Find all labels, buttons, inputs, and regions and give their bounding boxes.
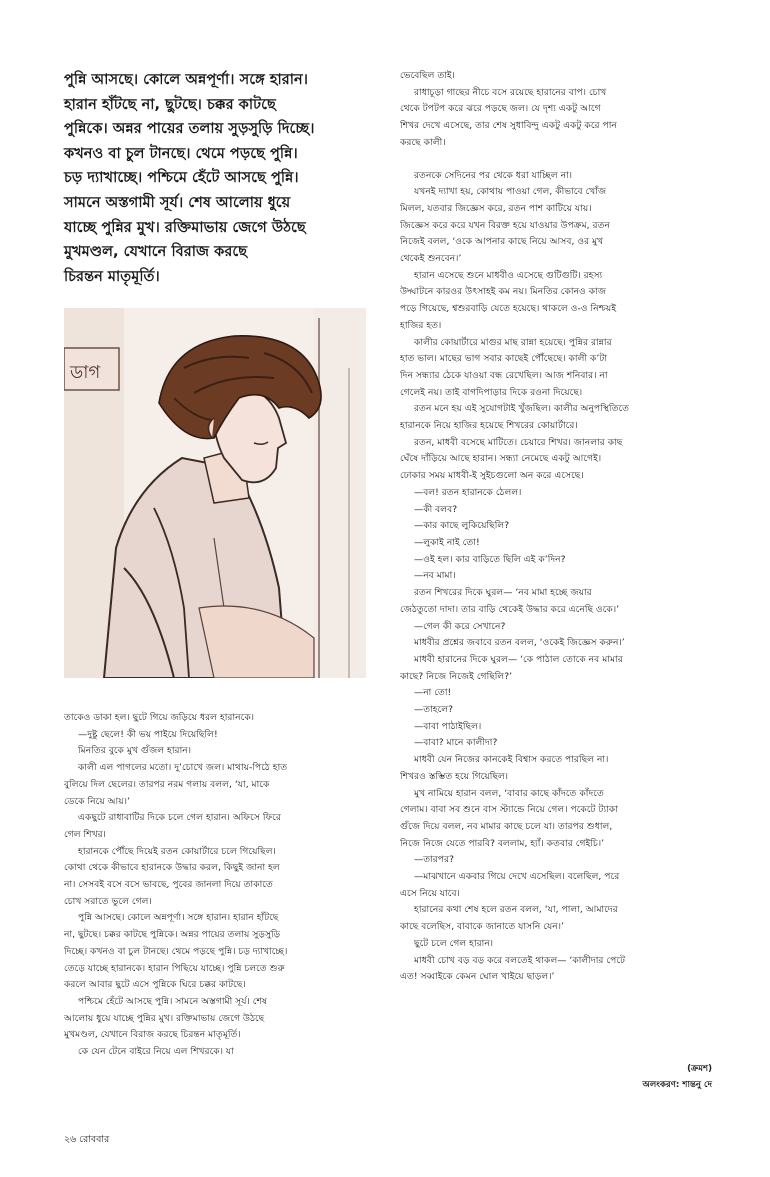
text-line: মিনতির বুকে মুখ গুঁজল হারান। [78, 745, 192, 757]
lead-line: পুন্নি আসছে। কোলে অন্নপূর্ণা। সঙ্গে হারান। [64, 71, 308, 88]
right-column-text [400, 68, 712, 986]
text-line: মুখ নামিয়ে হারান বলল, ‘বাবার কাছে কাঁদতে কাঁদতে [414, 787, 604, 799]
text-line: কে যেন টেনে বাইরে নিয়ে এল শিখরকে। যা [78, 1046, 234, 1058]
text-line: হাত ভাল। মাছের ভাগ সবার কাছেই পৌঁছেছে। কালী ক’টা [400, 353, 608, 365]
text-line: এসে নিয়ে যাবে। [400, 887, 460, 899]
text-line: জেঠতুতো দাদা। তার বাড়ি থেকেই উদ্ধার করে এনেছি ওকে।’ [400, 603, 620, 615]
text-line: এত! সব্বাইকে কেমন ঘোল খাইয়ে ছাড়ল।’ [400, 971, 555, 983]
text-line: ছুটে চলে গেল হারান। [414, 937, 494, 949]
text-line: মাধবীর প্রশ্নের জবাবে রতন বলল, ‘ওকেই জিজ্ঞেস করুন।’ [414, 637, 625, 649]
text-line: মাধবী যেন নিজের কানকেই বিশ্বাস করতে পারছিল না। [414, 754, 609, 766]
text-line: —বাবা পাঠাইছিল। [414, 720, 482, 732]
text-line: রতন মনে হয় এই সুযোগটাই খুঁজছিল। কালীর অনুপস্থিতিতে [414, 403, 630, 415]
text-line: জিজ্ঞেস করে করে যখন বিরক্ত হয়ে যাওয়ার উপক্রম, রতন [400, 219, 610, 231]
text-line: —গেল কী করে সেখানে? [414, 620, 506, 632]
text-line: —নব মামা। [414, 570, 456, 582]
text-line: তেড়ে যাচ্ছে হারানকে। হারান পিছিয়ে যাচ্ছে। পুন্নি চলতে শুরু [64, 962, 285, 974]
text-line: শিখর দেখে এসেছে, তার শেষ সুধাবিন্দু একটু একটু করে পান [400, 120, 617, 132]
text-line: —বল! রতন হারানকে ঠেলল। [414, 486, 522, 498]
text-line: কালীর কোয়ার্টারে মাগুর মাছ রান্না হয়েছে। পুন্নির রান্নার [414, 336, 612, 348]
text-line: —লুকাই নাই তো! [414, 536, 480, 548]
text-line: রতন শিখরের দিকে ঘুরল— ‘নব মামা হচ্ছে জয়ার [414, 587, 592, 599]
text-line: মাধবী চোখ বড় বড় করে বলতেই থাকল— ‘কালীদার পেটে [414, 954, 626, 966]
text-line: —ওই হল। কার বাড়িতে ছিলি এই ক’দিন? [414, 553, 566, 565]
text-line: ডেকে নিয়ে আয়।’ [64, 795, 131, 807]
text-line: মিলল, যতবার জিজ্ঞেস করে, রতন পাশ কাটিয়ে যায়। [400, 202, 592, 214]
illustration-credit: অলংকরণ: শান্তনু দে [642, 1080, 712, 1090]
text-line: চোখ সরাতে ভুলে গেল। [64, 895, 152, 907]
text-line: হারানের কথা শেষ হলে রতন বলল, ‘যা, পালা, আমাদের [414, 904, 618, 916]
wall-sign-text: ডাগ [70, 362, 101, 383]
text-line: রতন, মাধবী বসেছে মাটিতে। চেয়ারে শিখর। জানলার কাছ [414, 436, 623, 448]
credits [642, 1061, 712, 1093]
text-line: —তাহলে? [414, 704, 453, 716]
text-line: না, ছুটছে। চক্কর কাটছে পুন্নিকে। অন্নর পায়ের তলায় সুড়সুড়ি [64, 929, 281, 941]
text-line: গেল শিখর। [64, 828, 106, 840]
text-line: —তারপর? [414, 854, 454, 866]
text-line: কোথা থেকে কীভাবে হারানকে উদ্ধার করল, কিছুই জানা হল [64, 862, 280, 874]
text-line: —মাঝখানে একবার গিয়ে দেখে এসেছিল। বলেছিল, পরে [414, 871, 620, 883]
text-line: বুলিয়ে দিল ছেলের। তারপর নরম গলায় বলল, ‘যা, মাকে [64, 778, 270, 790]
text-line: হারানকে নিয়ে হাজির হয়েছে শিখরের কোয়ার্টারে। [400, 420, 578, 432]
text-line: করলে আবার ছুটে এসে পুন্নিকে ঘিরে চক্কর কাটছে। [64, 979, 246, 991]
text-line: ঢোকার সময় মাধবী-ই সুইচগুলো অন করে এসেছে। [400, 470, 584, 482]
text-line: থেকে টপটপ করে ঝরে পড়ছে জল। যে দৃশ্য একটু আগে [400, 103, 601, 115]
lead-line: সামনে অস্তগামী সূর্য। শেষ আলোয় ধুয়ে [64, 193, 291, 211]
text-line: থেকেই শুনবেন।’ [400, 253, 462, 265]
text-line: মাধবী হারানের দিকে ঘুরল— ‘কে পাঠাল তোকে নব মামার [414, 653, 623, 665]
text-line: রতনকে সেদিনের পর থেকে ধরা যাচ্ছিল না। [414, 169, 573, 181]
text-line: একছুটে রাধাবাটির দিকে চলে গেল হারান। অফিসে ফিরে [78, 812, 281, 824]
lead-line: যাচ্ছে পুন্নির মুখ। রক্তিমাভায় জেগে উঠছে [64, 218, 306, 236]
text-line: —কার কাছে লুকিয়েছিলি? [414, 520, 510, 532]
lead-paragraph [64, 68, 374, 289]
text-line: হাজির হত। [400, 319, 442, 331]
text-line: পড়ে গিয়েছে, শ্বশুরবাড়ি যেতে হয়েছে। থাকলে ও-ও নিশ্চয়ই [400, 303, 617, 315]
continued-label: (ক্রমশ) [687, 1064, 712, 1074]
text-line: —দুষ্টু ছেলে! কী ভয় পাইয়ে দিয়েছিলি! [78, 728, 218, 740]
text-line: ঘেঁষে দাঁড়িয়ে আছে হারান। সন্ধ্যা নেমেছে একটু আগেই। [400, 453, 602, 465]
text-line: যখনই দ্যাখা হয়, কোথায় পাওয়া গেল, কীভাবে খোঁজ [414, 186, 607, 198]
text-line: মুখমণ্ডল, যেখানে বিরাজ করছে চিরন্তন মাতৃমূর্তি। [64, 1029, 241, 1041]
text-line: ভেবেছিল তাই। [400, 70, 455, 81]
lead-line: কখনও বা চুল টানছে। থেমে পড়ছে পুন্নি। [64, 144, 298, 162]
text-line: —কী বলব? [414, 503, 458, 515]
text-line: কালী এল পাগলের মতো। দু’চোখে জল। মাথায়-পিঠে হাত [78, 762, 288, 774]
text-line: উদ্ঘাটনে কারওর উৎসাহই কম নয়। মিনতির কোনও কাজ [400, 286, 607, 298]
page-footer: ২৬ রোববার [64, 1134, 110, 1145]
text-line: কাছে বলেছিস, বাবাকে জানাতে যাসনি যেন।’ [400, 921, 564, 933]
text-line: গেলাম। বাবা সব শুনে বাস স্ট্যান্ডে নিয়ে গেল। পকেটে ট্যাকা [400, 804, 618, 816]
text-line: কাছে? নিজে নিজেই গেছিলি?’ [400, 670, 513, 682]
text-line: গুঁজে দিয়ে বলল, নব মামার কাছে চলে যা। তারপর শুধাল, [400, 820, 613, 832]
text-line: না। সেসবই বসে বসে ভাবছে, পুবের জানলা দিয়ে তাকাতে [64, 879, 273, 891]
text-line: দিন সন্ধ্যার ঠেকে যাওয়া বন্ধ রেখেছিল। আজ শনিবার। না [400, 369, 608, 381]
text-line: করছে কালী। [400, 136, 446, 148]
lead-line: চিরন্তন মাতৃমূর্তি। [64, 267, 160, 285]
text-line: হারানকে পৌঁছে দিয়েই রতন কোয়ার্টারে চলে গিয়েছিল। [78, 845, 276, 857]
lead-line: চড় দ্যাখাচ্ছে। পশ্চিমে হেঁটে আসছে পুন্নি। [64, 169, 299, 187]
text-line: —না তো! [414, 687, 452, 699]
text-line: নিজে নিজে যেতে পারবি? বললাম, হ্যাঁ। কতবার গেইচি।’ [400, 837, 605, 849]
text-line: রাধাচূড়া গাছের নীচে বসে রয়েছে হারানের বাপ। চোখ [414, 86, 607, 98]
lead-line: মুখমণ্ডল, যেখানে বিরাজ করছে [64, 243, 248, 261]
text-line: আলোয় ধুয়ে যাচ্ছে পুন্নির মুখ। রক্তিমাভায় জেগে উঠছে [64, 1012, 265, 1024]
text-line: —বাবা? মানে কালীদা? [414, 737, 498, 749]
text-line: হারান এসেছে শুনে মাধবীও এসেছে গুটিগুটি। রহস্য [414, 269, 603, 281]
text-line: তাকেও ডাকা হল। ছুটে গিয়ে জড়িয়ে ধরল হারানকে। [64, 712, 255, 723]
text-line: নিজেই বলল, ‘ওকে আপনার কাছে নিয়ে আসব, ওর মুখ [400, 236, 604, 248]
text-line: গেলেই নয়। তাই বাগদিপাড়ার দিকে রওনা দিয়েছে। [400, 386, 583, 398]
illustration-svg [64, 308, 366, 678]
lead-line: হারান হাঁটছে না, ছুটছে। চক্কর কাটছে [64, 95, 276, 113]
text-line: পুন্নি আসছে। কোলে অন্নপূর্ণা। সঙ্গে হারান। হারান হাঁটছে [78, 912, 279, 924]
left-column-text [64, 710, 372, 1061]
story-illustration [64, 308, 366, 678]
text-line: দিচ্ছে। কখনও বা চুল টানছে। থেমে পড়ছে পুন্নি। চড় দ্যাখাচ্ছে। [64, 945, 288, 957]
lead-line: পুন্নিকে। অন্নর পায়ের তলায় সুড়সুড়ি দিচ্ছে। [64, 120, 315, 138]
text-line: শিখরও স্তম্ভিত হয়ে গিয়েছিল। [400, 770, 509, 782]
text-line: পশ্চিমে হেঁটে আসছে পুন্নি। সামনে অস্তগামী সূর্য। শেষ [78, 995, 267, 1007]
